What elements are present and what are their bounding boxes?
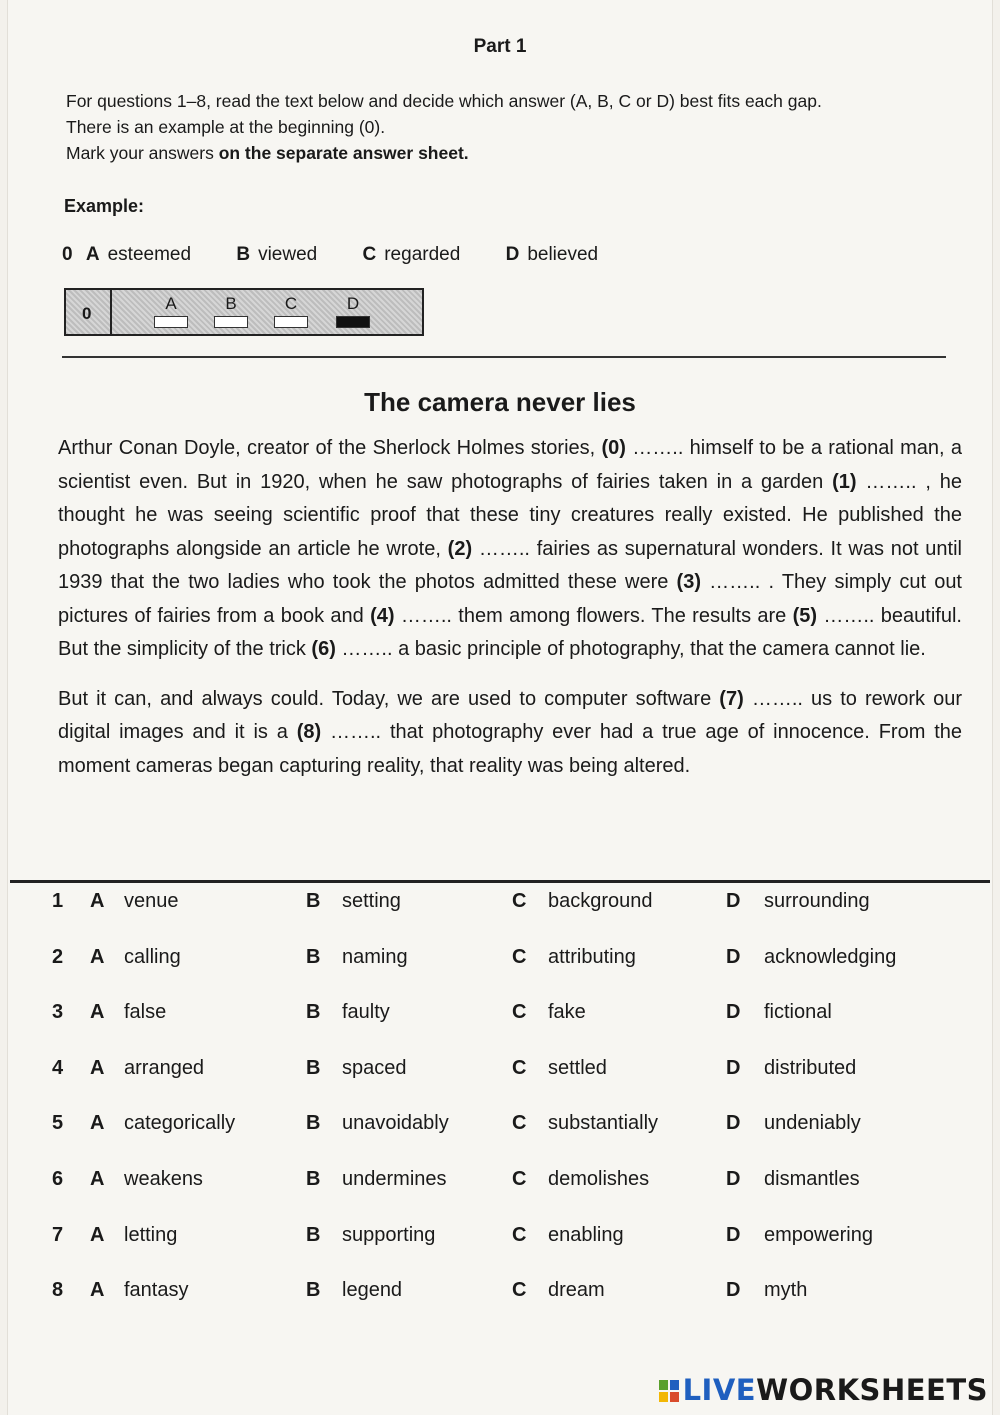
question-row [0,995,1000,1051]
option-letter: A [90,890,105,912]
option-letter: D [726,1056,741,1079]
option-letter: A [90,945,105,968]
option-text: fake [548,1001,586,1024]
option-letter: A [90,1279,105,1302]
passage-text: Arthur Conan Doyle, creator of the Sherlock Holmes stories, [58,437,602,459]
answer-slot-label: A [165,294,177,313]
question-row [0,940,1000,996]
question-row [0,1218,1000,1274]
passage-text: …….. himself to be a rational man, a scientist even. But in 1920, when he saw photographs of fairies taken in a garden [58,437,962,493]
question-number: 5 [52,1112,64,1135]
option-text: supporting [342,1223,436,1246]
option-text: setting [342,890,401,912]
passage-text: But it can, and always could. Today, we are used to computer software [58,687,720,710]
passage-text: …….. beautiful. But the simplicity of the trick [58,604,962,660]
option-text: myth [764,1279,808,1302]
option-text: spaced [342,1056,407,1079]
question-number: 8 [52,1279,64,1302]
option-text: background [548,890,653,912]
part-title: Part 1 [473,36,527,57]
example-option-text: viewed [258,244,318,265]
gap-marker: (3) [676,571,701,593]
option-text: venue [124,890,179,912]
instructions-line-3-bold: on the separate answer sheet. [218,143,469,163]
question-number: 3 [52,1001,64,1024]
option-letter: C [512,1056,527,1079]
option-text: weakens [124,1167,203,1190]
question-row [0,884,1000,940]
passage-text: …….. fairies as supernatural wonders. It was not until 1939 that the two ladies who took the photos admitted these were [58,537,962,593]
option-letter: B [306,1223,321,1246]
option-letter: C [512,945,527,968]
question-number: 1 [52,890,64,912]
example-option-text: esteemed [107,244,192,265]
option-text: attributing [548,945,636,968]
example-option-c [363,244,461,266]
example-option-letter: D [505,244,520,265]
option-text: categorically [124,1112,236,1135]
option-letter: D [726,945,741,968]
answer-slot-label: B [225,294,237,313]
answer-box-number: 0 [82,304,92,323]
answer-slot-label: C [284,294,298,313]
example-option-text: regarded [384,244,461,265]
story-title: The camera never lies [364,387,636,417]
option-letter: A [90,1056,105,1079]
option-text: arranged [124,1056,205,1079]
option-text: empowering [764,1223,873,1246]
passage-paragraph-1 [58,432,962,667]
question-number: 4 [52,1056,64,1079]
answer-options [0,884,1000,1329]
passage-text: …….. . They simply cut out pictures of fairies from a book and [58,571,962,627]
gap-marker: (8) [296,721,322,743]
passage-text: …….. , he thought he was seeing scientific proof that these tiny creatures really existed. He published the photographs alongside an article he wrote, [58,470,962,560]
option-text: undermines [342,1167,447,1190]
answer-slot-bar [274,316,308,328]
option-letter: C [512,890,527,912]
instructions-line-3 [66,140,966,166]
option-letter: C [512,1001,527,1024]
example-option-d [506,244,599,266]
option-letter: D [726,1112,741,1135]
option-text: acknowledging [764,945,897,968]
option-text: fantasy [124,1279,189,1302]
question-row [0,1162,1000,1218]
question-number: 2 [52,945,64,968]
instructions-line-2: There is an example at the beginning (0). [66,117,386,137]
answer-slot-d [336,294,370,328]
answer-slot-a [154,294,188,328]
option-letter: B [306,890,321,912]
gap-marker: (7) [719,687,744,710]
answer-slot-bar [214,316,248,328]
option-letter: D [726,1223,741,1246]
question-row [0,1051,1000,1107]
gap-marker: (2) [447,537,473,560]
question-number: 6 [52,1167,64,1190]
option-letter: D [726,890,741,912]
passage-paragraph-2 [58,683,962,784]
option-text: faulty [342,1001,390,1024]
example-answer-box [64,288,424,336]
option-text: dismantles [764,1167,860,1190]
example-option-a [86,244,191,266]
liveworksheets-logo-icon [659,1380,679,1402]
question-row [0,1273,1000,1329]
gap-marker: (5) [792,604,818,627]
option-letter: C [512,1223,527,1246]
passage-text: …….. a basic principle of photography, that the camera cannot lie. [335,638,926,660]
option-letter: B [306,1112,321,1135]
option-letter: D [726,1167,741,1190]
example-option-letter: C [362,244,377,265]
example-option-letter: A [85,244,100,265]
option-letter: A [90,1223,105,1246]
option-text: settled [548,1056,607,1079]
option-letter: B [306,945,321,968]
option-text: substantially [548,1112,659,1135]
passage-text: …….. us to rework our digital images and it is a [58,687,962,743]
example-number: 0 [62,244,73,265]
option-text: false [124,1001,167,1024]
gap-marker: (4) [370,604,395,627]
example-label: Example: [64,196,145,216]
answer-slot-bar [154,316,188,328]
instructions [66,88,966,166]
option-letter: B [306,1279,321,1302]
option-text: calling [124,945,181,968]
option-letter: C [512,1112,527,1135]
option-text: distributed [764,1056,857,1079]
question-row [0,1106,1000,1162]
option-text: legend [342,1279,403,1302]
answer-slot-label: D [346,294,360,313]
option-letter: C [512,1279,527,1302]
option-text: undeniably [764,1112,861,1135]
instructions-line-1: For questions 1–8, read the text below and decide which answer (A, B, C or D) best fits each gap. [66,91,822,111]
answer-slot-c [274,294,308,328]
option-letter: A [90,1001,105,1024]
option-letter: D [726,1279,741,1302]
option-text: unavoidably [342,1112,449,1135]
option-letter: B [306,1056,321,1079]
gap-marker: (6) [311,638,336,660]
answer-slot-bar [336,316,370,328]
option-letter: A [90,1167,105,1190]
answer-slot-b [214,294,248,328]
option-letter: C [512,1167,527,1190]
option-letter: A [90,1112,105,1135]
option-text: letting [124,1223,178,1246]
example-option-b [236,244,317,266]
option-letter: B [306,1167,321,1190]
option-text: dream [548,1279,605,1302]
instructions-line-3-plain: Mark your answers [66,143,219,163]
liveworksheets-logo [659,1373,988,1407]
passage-text: …….. that photography ever had a true age of innocence. From the moment cameras began capturing reality, that reality was being altered. [58,721,962,777]
example-option-text: believed [527,244,599,265]
divider-line [62,356,946,358]
logo-text-suffix: WORKSHEETS [756,1373,988,1407]
logo-text-prefix: LIVE [682,1373,757,1407]
option-text: naming [342,945,408,968]
option-letter: D [726,1001,741,1024]
example-option-letter: B [236,244,251,265]
options-divider-line [10,880,990,883]
gap-marker: (0) [601,437,626,459]
question-number: 7 [52,1223,64,1246]
option-text: enabling [548,1223,624,1246]
answer-box-divider [110,290,112,334]
option-text: fictional [764,1001,832,1024]
gap-marker: (1) [832,470,857,493]
option-text: demolishes [548,1167,650,1190]
passage [58,432,962,799]
example-options [62,244,638,266]
option-text: surrounding [764,890,870,912]
passage-text: …….. them among flowers. The results are [394,604,793,627]
option-letter: B [306,1001,321,1024]
